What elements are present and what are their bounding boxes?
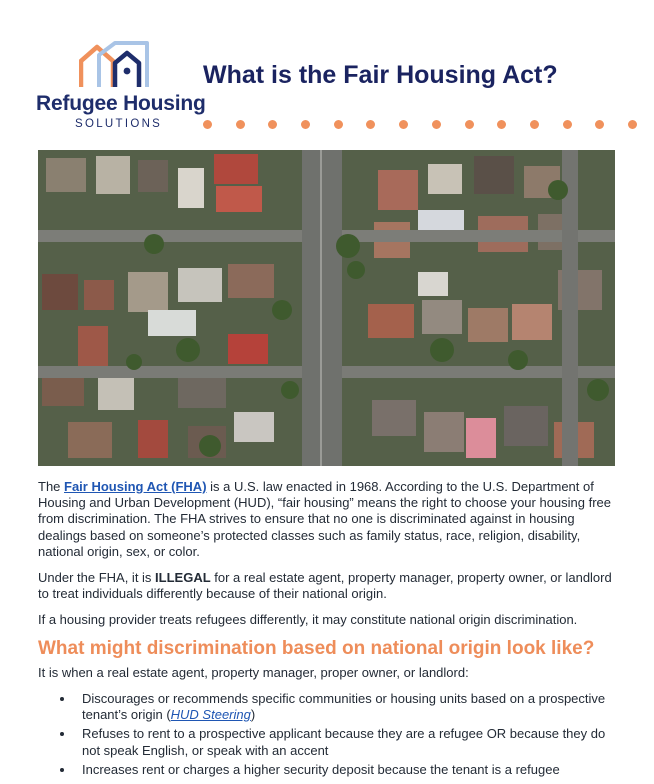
list-item: • Increases rent or charges a higher security deposit because the tenant is a refugee: [75, 762, 618, 778]
list-item-text: Discourages or recommends specific communities or housing units based on a prospective tenant’s origin (: [82, 691, 606, 723]
section-heading: What might discrimination based on national origin look like?: [38, 637, 595, 659]
neighborhood-illustration: [38, 150, 615, 466]
list-item: [75, 691, 618, 723]
list-item: • Refuses to rent to a prospective applicant because they are a refugee OR because they do not speak English, or speak with an accent: [75, 726, 618, 758]
decorative-dots: [203, 120, 654, 129]
brand-subtitle: SOLUTIONS: [75, 118, 163, 130]
page-title: What is the Fair Housing Act?: [203, 61, 558, 89]
intro-paragraph: [38, 479, 618, 560]
refugee-note: If a housing provider treats refugees differently, it may constitute national origin discrimination.: [38, 612, 578, 628]
section-lead: It is when a real estate agent, property manager, proper owner, or landlord:: [38, 664, 469, 680]
fair-housing-act-link[interactable]: Fair Housing Act (FHA): [64, 479, 207, 494]
hud-steering-link[interactable]: HUD Steering: [170, 707, 251, 723]
illegal-lead-text: Under the FHA, it is: [38, 570, 156, 586]
house-logo-icon: [79, 41, 151, 91]
illegal-paragraph: [38, 570, 618, 602]
body-content: [38, 479, 618, 781]
aerial-neighborhood-photo: [38, 150, 615, 466]
list-item-close-paren: ): [250, 707, 256, 723]
intro-lead-text: The: [38, 479, 65, 494]
page-header: [0, 0, 654, 140]
illegal-emphasis: ILLEGAL: [155, 570, 211, 586]
brand-name: Refugee Housing: [36, 92, 206, 115]
intro-body-text: is a U.S. law enacted in 1968. According to the U.S. Department of Housing and Urban Development (HUD), “fair housing” means the right to choose your housing free from discrimination. The FHA strives to ensure that no one is discriminated against in housing dealings based on someone’s protected classes such as family status, race, religion, disability, national origin, sex, or color.: [38, 479, 612, 559]
illegal-body-text: for a real estate agent, property manager, property owner, or landlord to treat individuals differently because of their national origin.: [38, 570, 612, 602]
discrimination-list: [38, 691, 618, 778]
